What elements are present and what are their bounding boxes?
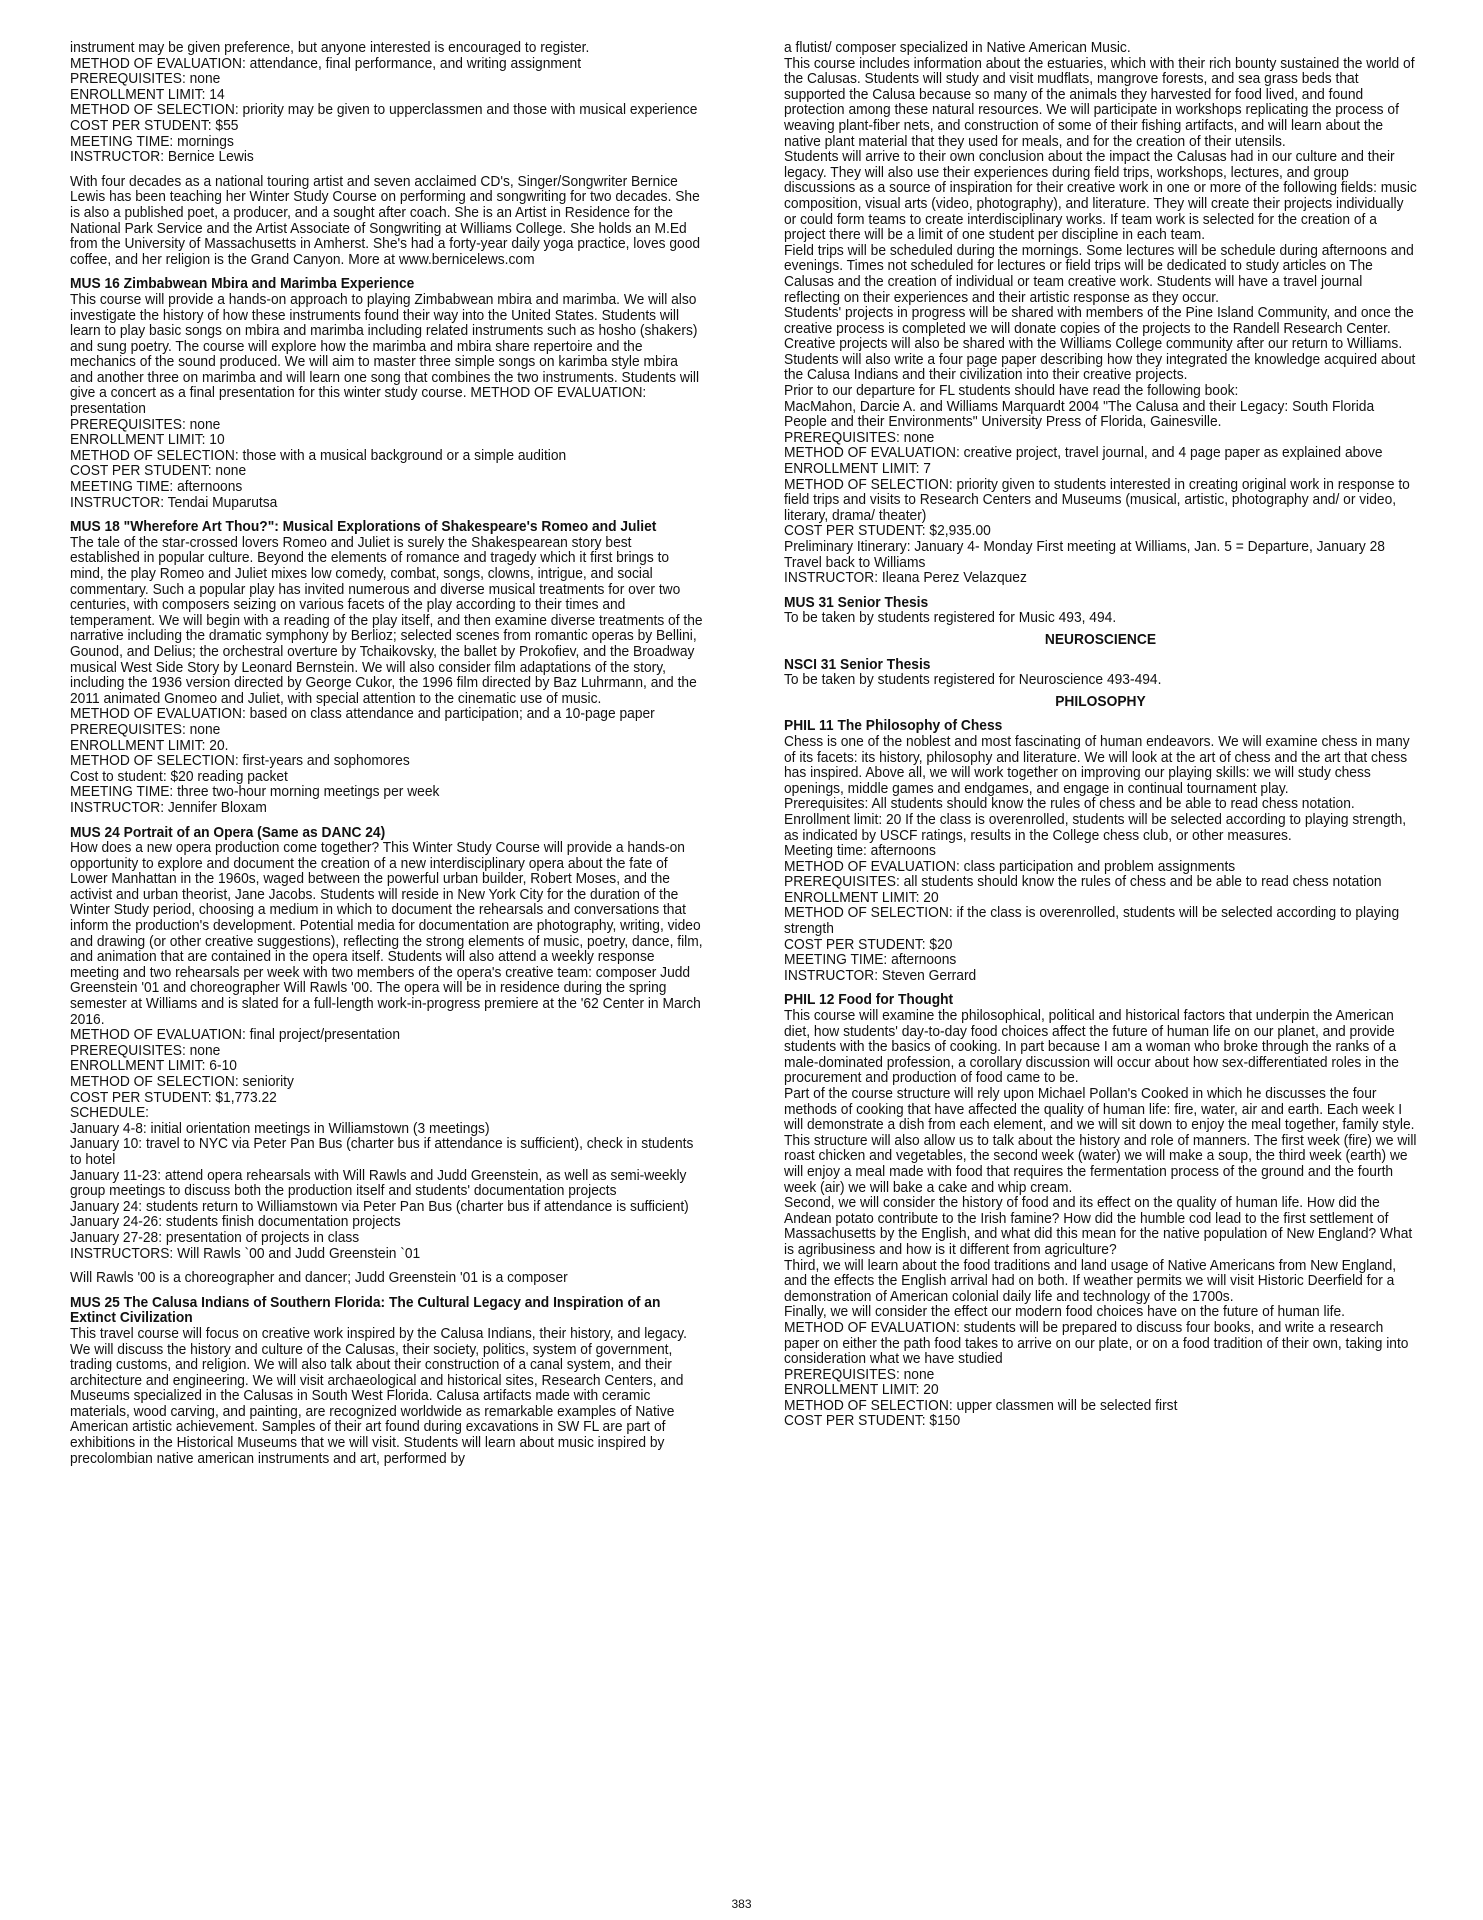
course-section [70, 1295, 703, 1467]
course-paragraph: MEETING TIME: afternoons [70, 478, 243, 496]
course-paragraph: METHOD OF SELECTION: first-years and sophomores [70, 752, 410, 770]
course-paragraph: MEETING TIME: afternoons [784, 951, 957, 969]
course-paragraph: METHOD OF SELECTION: upper classmen will be selected first [784, 1396, 1178, 1414]
course-paragraph: Meeting time: afternoons [784, 842, 936, 860]
left-column [70, 40, 703, 1466]
course-paragraph: January 24-26: students finish documentation projects [70, 1213, 401, 1231]
course-paragraph: This course includes information about the estuaries, which with their rich bounty sustained the world of the Calusas. Students will study and visit mudflats, mangrove forests, and sea grass beds that supported the Calusa because so many of the animals they harvested for food lived, and found protection among these natural resources. We will participate in workshops replicating the process of weaving plant-fiber nets, and construction of some of their fishing artifacts, and will learn about the native plant material that they used for meals, and for the creation of their utensils. [784, 54, 1415, 150]
course-paragraph: INSTRUCTOR: Steven Gerrard [784, 966, 977, 984]
course-paragraph: Field trips will be scheduled during the mornings. Some lectures will be schedule during afternoons and evenings. Times not scheduled for lectures or field trips will be dedicated to study articles on The Calusas and the creation of individual or team creative work. Students will have a travel journal reflecting on their experiences and their artistic response as they occur. [784, 241, 1414, 306]
course-paragraph: COST PER STUDENT: none [70, 462, 247, 480]
course-paragraph: a flutist/ composer specialized in Native American Music. [784, 39, 1131, 56]
course-paragraph: INSTRUCTOR: Ileana Perez Velazquez [784, 569, 1027, 587]
course-paragraph: METHOD OF SELECTION: if the class is overenrolled, students will be selected according to playing strength [784, 904, 1400, 938]
course-paragraph: Preliminary Itinerary: January 4- Monday First meeting at Williams, Jan. 5 = Departure, January 28 Travel back to Williams [784, 538, 1385, 571]
course-paragraph: COST PER STUDENT: $150 [784, 1412, 961, 1430]
course-paragraph: ENROLLMENT LIMIT: 10 [70, 431, 225, 449]
course-paragraph: INSTRUCTOR: Tendai Muparutsa [70, 493, 278, 511]
course-paragraph: METHOD OF SELECTION: those with a musical background or a simple audition [70, 446, 567, 464]
course-paragraph: INSTRUCTOR: Bernice Lewis [70, 148, 254, 166]
course-paragraph: Will Rawls '00 is a choreographer and dancer; Judd Greenstein '01 is a composer [70, 1269, 568, 1287]
course-paragraph: Third, we will learn about the food traditions and land usage of Native Americans from New England, and the effects the English arrival had on both. If weather permits we will visit Historic Deerfield for a demonstration of American colonial daily life and technology of the 1700s. [784, 1256, 1397, 1305]
course-section [784, 657, 1417, 688]
right-column [784, 40, 1417, 1429]
course-heading: MUS 16 Zimbabwean Mbira and Marimba Experience [70, 275, 415, 293]
course-paragraph: January 11-23: attend opera rehearsals with Will Rawls and Judd Greenstein, as well as semi-weekly group meetings to discuss both the production itself and students' documentation projects [70, 1166, 687, 1200]
course-paragraph: COST PER STUDENT: $2,935.00 [784, 522, 991, 540]
course-paragraph: To be taken by students registered for Neuroscience 493-494. [784, 671, 1162, 689]
course-paragraph: PREREQUISITES: none [70, 70, 221, 88]
course-paragraph: PREREQUISITES: none [70, 1041, 221, 1059]
course-heading: MUS 31 Senior Thesis [784, 593, 929, 611]
department-heading: PHILOSOPHY [1055, 692, 1146, 710]
course-paragraph: METHOD OF EVALUATION: students will be prepared to discuss four books, and write a research paper on either the path food takes to arrive on our plate, or on a food tradition of their own, taking into consideration what we have studied [784, 1318, 1409, 1368]
course-paragraph: Part of the course structure will rely upon Michael Pollan's Cooked in which he discusses the four methods of cooking that have affected the quality of human life: fire, water, air and earth. Each week I will demonstrate a dish from each element, and we will sit down to enjoy the meal together, family style. This structure will also allow us to talk about the history and role of manners. The first week (fire) we will roast chicken and vegetables, the second week (water) we will make a soup, the third week (earth) we will enjoy a meal made with food that requires the fermentation process of the ground and the fourth week (air) we will bake a cake and whip cream. [784, 1085, 1417, 1196]
course-paragraph: SCHEDULE: [70, 1104, 149, 1122]
course-section [784, 40, 1417, 586]
course-paragraph: MEETING TIME: three two-hour morning meetings per week [70, 783, 440, 801]
course-paragraph: The tale of the star-crossed lovers Romeo and Juliet is surely the Shakespearean story best established in popular culture. Beyond the elements of romance and tragedy which it first brings to mind, the play Romeo and Juliet mixes low comedy, combat, songs, clowns, intrigue, and social commentary. Such a popular play has invited numerous and diverse musical treatments for over two centuries, with composers seizing on various facets of the play according to their times and temperament. We will begin with a reading of the play itself, and then examine diverse treatments of the narrative including the dramatic symphony by Berlioz; selected scenes from romantic operas by Bellini, Gounod, and Delius; the orchestral overture by Tchaikovsky, the ballet by Prokofiev, and the Broadway musical West Side Story by Leonard Bernstein. We will also consider film adaptations of the story, including the 1936 version directed by George Cukor, the 1996 film directed by Baz Luhrmann, and the 2011 animated Gnomeo and Juliet, with special attention to the cinematic use of music. [70, 533, 703, 707]
course-paragraph: METHOD OF EVALUATION: based on class attendance and participation; and a 10-page paper [70, 705, 655, 723]
course-paragraph: Chess is one of the noblest and most fascinating of human endeavors. We will examine chess in many of its facets: its history, philosophy and literature. We will look at the art of chess and the art that chess has inspired. Above all, we will work together on improving our playing skills: we will study chess openings, middle games and endgames, and engage in continual tournament play. [784, 732, 1410, 797]
course-paragraph: PREREQUISITES: none [784, 428, 935, 446]
course-paragraph: COST PER STUDENT: $55 [70, 116, 239, 134]
course-paragraph: ENROLLMENT LIMIT: 20. [70, 736, 229, 754]
course-paragraph: Second, we will consider the history of food and its effect on the quality of human life. How did the Andean potato contribute to the Irish famine? How did the humble cod lead to the first settlement of Massachusetts by the English, and what did this mean for the native population of New England? What is agribusiness and how is it different from agriculture? [784, 1194, 1413, 1258]
course-heading: NSCI 31 Senior Thesis [784, 655, 931, 673]
course-paragraph: PREREQUISITES: none [70, 415, 221, 433]
course-paragraph: January 10: travel to NYC via Peter Pan Bus (charter bus if attendance is sufficient), check in students to hotel [70, 1135, 694, 1168]
course-paragraph: January 24: students return to Williamstown via Peter Pan Bus (charter bus if attendance is sufficient) [70, 1197, 689, 1215]
course-paragraph: METHOD OF EVALUATION: attendance, final performance, and writing assignment [70, 54, 582, 72]
course-paragraph: January 27-28: presentation of projects in class [70, 1228, 360, 1246]
course-paragraph: Prior to our departure for FL students should have read the following book: [784, 382, 1239, 400]
course-paragraph: This course will examine the philosophical, political and historical factors that underpin the American diet, how students' day-to-day food choices affect the future of human life on our planet, and provide students with the basics of cooking. In part because I am a woman who broke through the ranks of a male-dominated profession, a corollary discussion will occur about how sex-differentiated roles in the procurement and production of food came to be. [784, 1007, 1399, 1087]
course-paragraph: MacMahon, Darcie A. and Williams Marquardt 2004 "The Calusa and their Legacy: South Florida People and their Environments" University Press of Florida, Gainesville. [784, 397, 1375, 431]
course-paragraph: PREREQUISITES: none [70, 720, 221, 738]
course-paragraph: METHOD OF SELECTION: seniority [70, 1073, 294, 1090]
course-paragraph: COST PER STUDENT: $1,773.22 [70, 1088, 277, 1106]
page-number: 383 [731, 1897, 752, 1911]
course-paragraph: Students' projects in progress will be shared with members of the Pine Island Community, and once the creative process is completed we will donate copies of the projects to the Randell Research Center. Creative projects will also be shared with the Williams College community after our return to Williams. Students will also write a four page paper describing how they integrated the knowledge acquired about the Calusa Indians and their civilization into their creative projects. [784, 304, 1416, 384]
course-paragraph: METHOD OF SELECTION: priority given to students interested in creating original work in response to field trips and visits to Research Centers and Museums (musical, artistic, photography and/ or video, literary, drama/ theater) [784, 475, 1410, 524]
course-heading: PHIL 11 The Philosophy of Chess [784, 717, 1003, 735]
course-section [784, 992, 1417, 1429]
course-paragraph: This travel course will focus on creative work inspired by the Calusa Indians, their history, and legacy. We will discuss the history and culture of the Calusas, their society, politics, system of government, trading customs, and religion. We will also talk about their construction of a canal system, and their architecture and engineering. We will visit archaeological and historical sites, Research Centers, and Museums specialized in the Calusas in South West Florida. Calusa artifacts made with ceramic materials, wood carving, and painting, are recognized worldwide as remarkable examples of Native American artistic achievement. Samples of their art found during excavations in SW FL are part of exhibitions in the Historical Museums that we will visit. Students will learn about music inspired by precolombian native american instruments and art, performed by [70, 1324, 687, 1467]
course-paragraph: ENROLLMENT LIMIT: 20 [784, 888, 939, 906]
course-heading: MUS 18 "Wherefore Art Thou?": Musical Explorations of Shakespeare's Romeo and Juliet [70, 518, 657, 536]
course-paragraph: Prerequisites: All students should know the rules of chess and be able to read chess notation. [784, 795, 1355, 813]
course-paragraph: PREREQUISITES: all students should know the rules of chess and be able to read chess notation [784, 873, 1382, 891]
course-section [70, 519, 703, 815]
course-paragraph: METHOD OF EVALUATION: final project/presentation [70, 1026, 401, 1044]
course-heading: MUS 25 The Calusa Indians of Southern Florida: The Cultural Legacy and Inspiration of an Extinct Civilization [70, 1293, 661, 1327]
course-paragraph: To be taken by students registered for Music 493, 494. [784, 609, 1117, 627]
course-paragraph: PREREQUISITES: none [784, 1365, 935, 1383]
course-paragraph: instrument may be given preference, but anyone interested is encouraged to register. [70, 39, 590, 56]
course-paragraph: Enrollment limit: 20 If the class is overenrolled, students will be selected according to playing strength, as indicated by USCF ratings, results in the College chess club, or other measures. [784, 810, 1407, 844]
department-heading: NEUROSCIENCE [1044, 630, 1157, 648]
course-paragraph: COST PER STUDENT: $20 [784, 935, 953, 953]
course-paragraph: ENROLLMENT LIMIT: 7 [784, 460, 931, 478]
course-section [70, 276, 703, 510]
course-paragraph: ENROLLMENT LIMIT: 14 [70, 85, 225, 103]
course-section [70, 40, 703, 267]
course-heading: PHIL 12 Food for Thought [784, 991, 954, 1009]
course-paragraph: ENROLLMENT LIMIT: 20 [784, 1381, 939, 1399]
course-paragraph: This course will provide a hands-on approach to playing Zimbabwean mbira and marimba. We will also investigate the history of how these instruments found their way into the United States. Students will learn to play basic songs on mbira and marimba including related instruments such as hosho (shakers) and sung poetry. The course will explore how the marimba and mbira share repertoire and the mechanics of the sound produced. We will aim to master three simple songs on karimba style mbira and another three on marimba and will learn one song that combines the two instruments. Students will give a concert as a final presentation for this winter study course. METHOD OF EVALUATION: presentation [70, 290, 700, 418]
course-paragraph: METHOD OF EVALUATION: creative project, travel journal, and 4 page paper as explained above [784, 444, 1383, 462]
course-paragraph: INSTRUCTORS: Will Rawls `00 and Judd Greenstein `01 [70, 1244, 421, 1262]
course-paragraph: INSTRUCTOR: Jennifer Bloxam [70, 798, 267, 816]
course-heading: MUS 24 Portrait of an Opera (Same as DANC 24) [70, 823, 386, 841]
course-paragraph: ENROLLMENT LIMIT: 6-10 [70, 1057, 237, 1075]
course-paragraph: Students will arrive to their own conclusion about the impact the Calusas had in our culture and their legacy. They will also use their experiences during field trips, workshops, lectures, and group discussions as a source of inspiration for their creative work in one or more of the following fields: music composition, visual arts (video, photography), and literature. They will create their projects individually or could form teams to create interdisciplinary works. If team work is selected for the creation of a project there will be a limit of one student per discipline in each team. [784, 148, 1417, 244]
course-paragraph: MEETING TIME: mornings [70, 132, 234, 150]
course-section [70, 825, 703, 1286]
course-paragraph: How does a new opera production come together? This Winter Study Course will provide a hands-on opportunity to explore and document the creation of a new interdisciplinary opera about the fate of Lower Manhattan in the 1960s, waged between the powerful urban builder, Robert Moses, and the activist and urban theorist, Jane Jacobs. Students will reside in New York City for the duration of the Winter Study period, choosing a medium in which to document the rehearsals and conversations that inform the production's development. Potential media for documentation are photography, writing, video and drawing (or other creative suggestions), reflecting the strong elements of music, poetry, dance, film, and animation that are contained in the opera itself. Students will also attend a weekly response meeting and two rehearsals per week with two members of the opera's creative team: composer Judd Greenstein '01 and choreographer Will Rawls '00. The opera will be in residence during the spring semester at Williams and is slated for a full-length work-in-progress premiere at the '62 Center in March 2016. [70, 839, 703, 1028]
course-paragraph: Finally, we will consider the effect our modern food choices have on the future of human life. [784, 1303, 1345, 1321]
course-section [784, 718, 1417, 983]
course-paragraph: January 4-8: initial orientation meetings in Williamstown (3 meetings) [70, 1119, 490, 1137]
course-paragraph: METHOD OF EVALUATION: class participation and problem assignments [784, 857, 1236, 875]
course-paragraph: Cost to student: $20 reading packet [70, 767, 288, 785]
course-section [784, 595, 1417, 626]
course-paragraph: METHOD OF SELECTION: priority may be given to upperclassmen and those with musical experience [70, 101, 698, 119]
course-paragraph: With four decades as a national touring artist and seven acclaimed CD's, Singer/Songwriter Bernice Lewis has been teaching her Winter Study Course on performing and songwriting for two decades. She is also a published poet, a producer, and a sought after coach. She is an Artist in Residence for the National Park Service and the Artist Associate of Songwriting at Williams College. She holds an M.Ed from the University of Massachusetts in Amherst. She's had a forty-year daily yoga practice, loves good coffee, and her religion is the Grand Canyon. More at www.bernicelews.com [70, 172, 701, 268]
